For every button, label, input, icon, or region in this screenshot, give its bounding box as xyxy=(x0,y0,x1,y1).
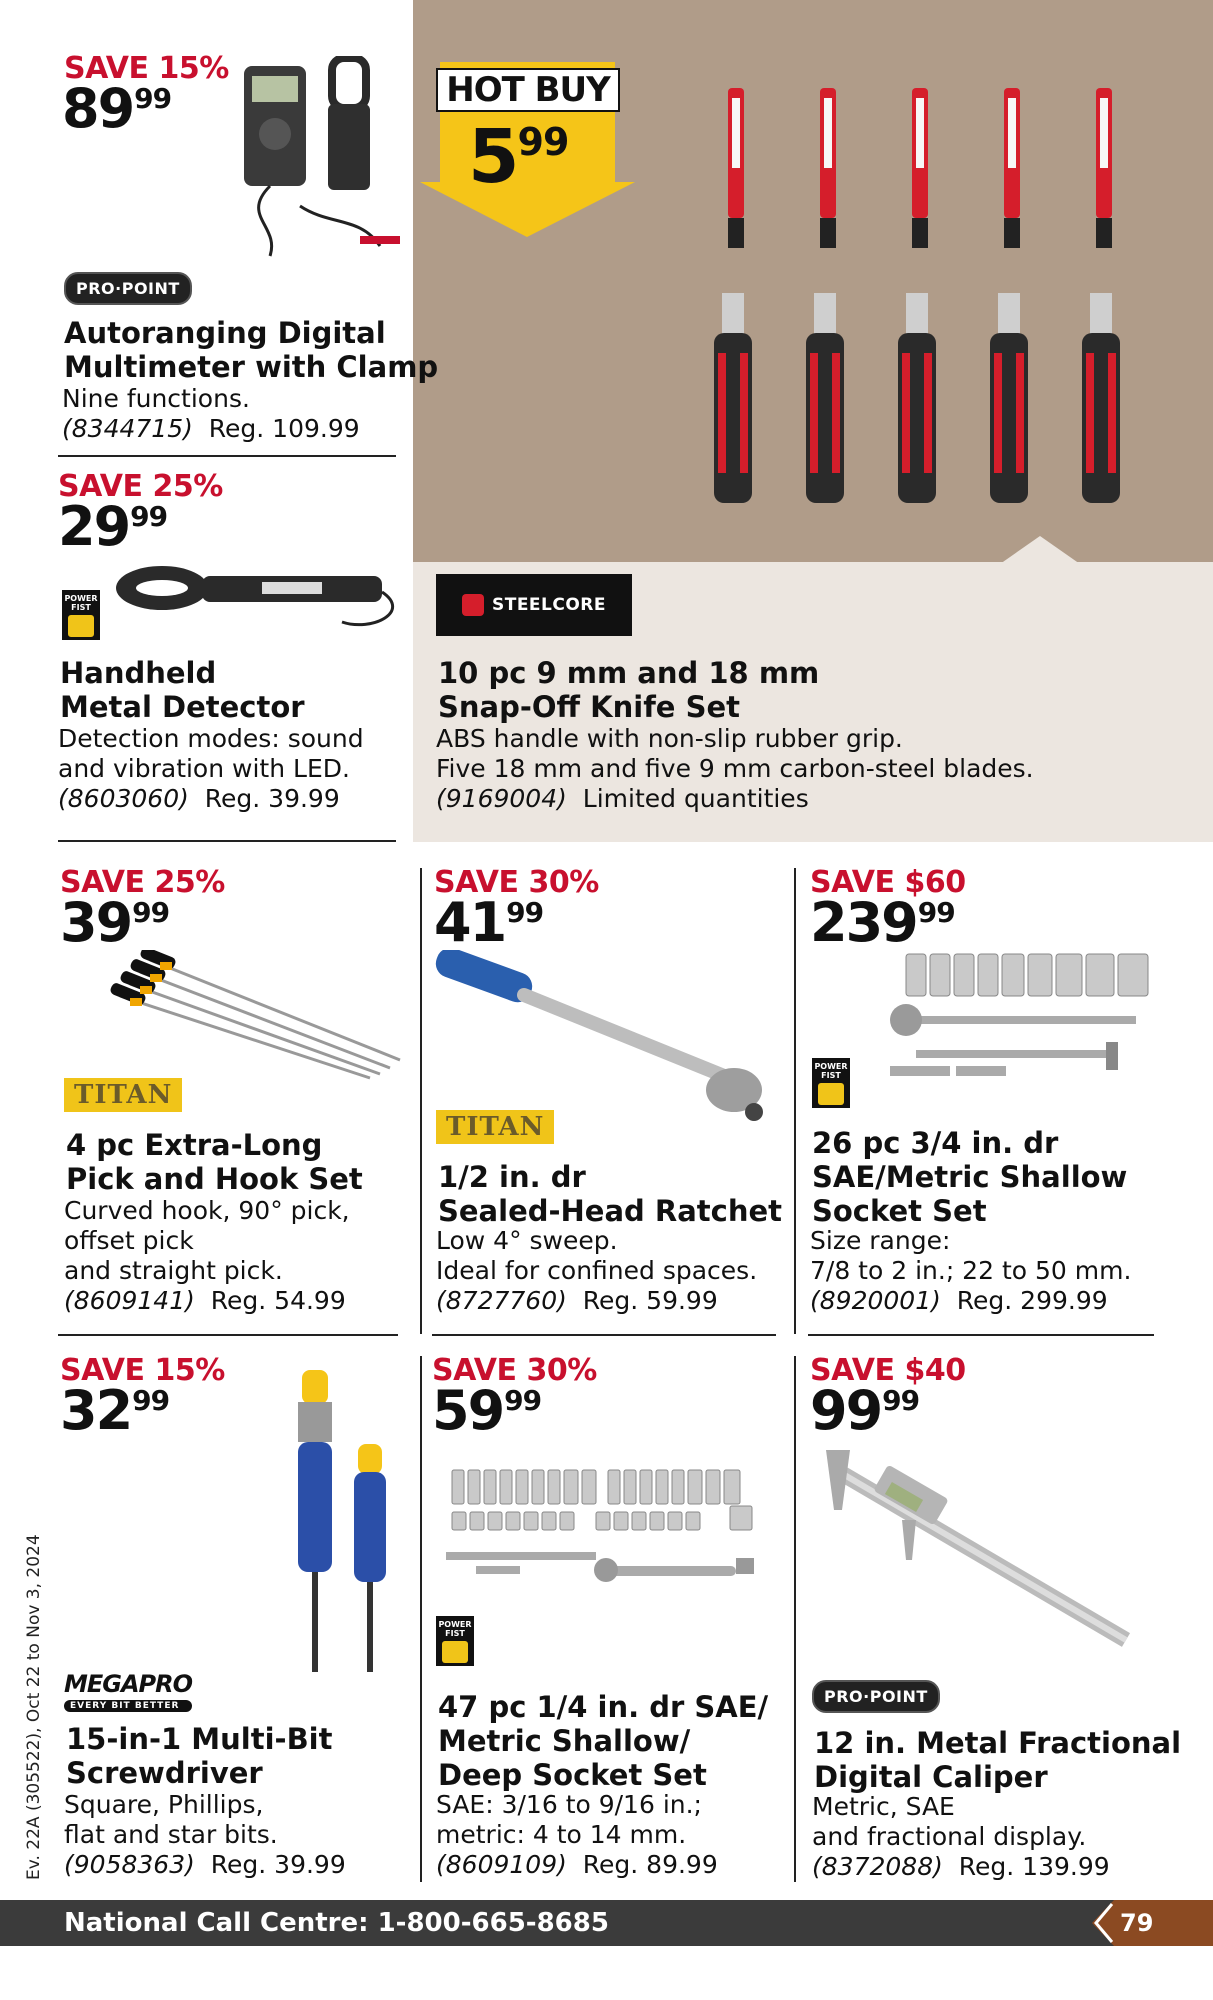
pick-hook-brand-logo: TITAN xyxy=(64,1078,182,1112)
hot-buy-price: $5^{99}$ xyxy=(468,114,569,200)
column-divider xyxy=(794,868,796,1334)
power-fist-logo xyxy=(812,1058,850,1108)
screwdriver-description xyxy=(64,1790,346,1880)
divider xyxy=(808,1334,1154,1336)
caliper-description xyxy=(812,1792,1110,1882)
socket-26-title xyxy=(812,1126,1127,1228)
ratchet-reg: Reg. 59.99 xyxy=(582,1286,718,1315)
screwdriver-title-line2: Screwdriver xyxy=(66,1756,263,1790)
socket-26-save: SAVE $60 xyxy=(810,865,966,900)
megapro-tagline: EVERY BIT BETTER xyxy=(64,1700,192,1712)
ratchet-title xyxy=(438,1160,782,1228)
screwdriver-desc-line1: Square, Phillips, xyxy=(64,1790,264,1819)
socket-47-reg: Reg. 89.99 xyxy=(582,1850,718,1879)
hot-buy-badge xyxy=(420,62,635,237)
socket-47-sku: (8609109) xyxy=(436,1850,567,1879)
hot-buy-sku-line xyxy=(436,784,1034,814)
ratchet-desc-line1: Low 4° sweep. xyxy=(436,1226,618,1255)
screwdriver-desc-line2: flat and star bits. xyxy=(64,1820,278,1849)
knife-set-image xyxy=(690,88,1150,508)
caliper-sku-line xyxy=(812,1852,1110,1882)
caliper-image xyxy=(816,1450,1136,1650)
metal-detector-sku-line xyxy=(58,784,364,814)
steelcore-label: STEELCORE xyxy=(491,595,607,615)
metal-detector-desc-line2: and vibration with LED. xyxy=(58,754,350,783)
caliper-price: $99^{99}$ xyxy=(810,1379,920,1442)
caliper-title-line1: 12 in. Metal Fractional xyxy=(814,1726,1182,1760)
hot-buy-description xyxy=(436,724,1034,814)
divider xyxy=(58,1334,398,1336)
pick-hook-sku-line xyxy=(64,1286,350,1316)
metal-detector-title-line1: Handheld xyxy=(60,656,217,690)
ratchet-sku: (8727760) xyxy=(436,1286,567,1315)
multimeter-image xyxy=(240,56,410,266)
pick-hook-title xyxy=(66,1128,363,1196)
socket-26-title-line1: 26 pc 3/4 in. dr xyxy=(812,1126,1059,1160)
screwdriver-brand-logo xyxy=(64,1670,192,1712)
metal-detector-image xyxy=(112,562,402,642)
multimeter-reg: Reg. 109.99 xyxy=(208,414,360,443)
multimeter-brand-logo: PRO·POINT xyxy=(64,272,192,305)
socket-47-sku-line xyxy=(436,1850,718,1880)
power-fist-label-bottom: FIST xyxy=(821,1071,841,1080)
small-knife-row xyxy=(728,88,1112,248)
metal-detector-title xyxy=(60,656,305,724)
socket-26-description xyxy=(810,1226,1131,1316)
caliper-brand-logo: PRO·POINT xyxy=(812,1680,940,1713)
ratchet-title-line1: 1/2 in. dr xyxy=(438,1160,586,1194)
socket-47-title xyxy=(438,1690,768,1792)
socket-47-title-line2: Metric Shallow/ xyxy=(438,1724,691,1758)
screwdriver-title xyxy=(66,1722,332,1790)
socket-47-title-line3: Deep Socket Set xyxy=(438,1758,707,1792)
hot-buy-sku: (9169004) xyxy=(436,784,567,813)
pick-hook-sku: (8609141) xyxy=(64,1286,195,1315)
screwdriver-title-line1: 15-in-1 Multi-Bit xyxy=(66,1722,333,1756)
screwdriver-image xyxy=(290,1366,410,1676)
pick-hook-price: $39^{99}$ xyxy=(60,891,170,954)
caliper-reg: Reg. 139.99 xyxy=(958,1852,1110,1881)
column-divider xyxy=(420,868,422,1334)
socket-26-desc-line1: Size range: xyxy=(810,1226,951,1255)
metal-detector-desc-line1: Detection modes: sound xyxy=(58,724,364,753)
power-fist-label-top: POWER xyxy=(64,594,98,603)
multimeter-sku-line xyxy=(62,414,360,444)
ratchet-description xyxy=(436,1226,757,1316)
pick-hook-desc-line3: and straight pick. xyxy=(64,1256,283,1285)
pick-hook-desc-line1: Curved hook, 90° pick, xyxy=(64,1196,350,1225)
socket-26-price: $239^{99}$ xyxy=(810,891,955,954)
pick-hook-title-line1: 4 pc Extra-Long xyxy=(66,1128,323,1162)
metal-detector-title-line2: Metal Detector xyxy=(60,690,305,724)
pick-hook-title-line2: Pick and Hook Set xyxy=(66,1162,363,1196)
footer-bar xyxy=(0,1900,1213,1946)
screwdriver-sku-line xyxy=(64,1850,346,1880)
socket-47-desc-line1: SAE: 3/16 to 9/16 in.; xyxy=(436,1790,702,1819)
hot-buy-label: HOT BUY xyxy=(436,68,620,112)
column-divider xyxy=(794,1356,796,1882)
page-number: 79 xyxy=(1120,1909,1154,1937)
caliper-sku: (8372088) xyxy=(812,1852,943,1881)
ratchet-price: $41^{99}$ xyxy=(434,891,544,954)
divider xyxy=(432,1334,776,1336)
power-fist-label-bottom: FIST xyxy=(445,1629,465,1638)
power-fist-logo xyxy=(436,1616,474,1666)
socket-26-reg: Reg. 299.99 xyxy=(956,1286,1108,1315)
multimeter-title-line2: Multimeter with Clamp xyxy=(64,350,439,384)
caliper-save: SAVE $40 xyxy=(810,1353,966,1388)
metal-detector-save: SAVE 25% xyxy=(58,469,223,504)
call-centre-text: National Call Centre: 1-800-665-8685 xyxy=(64,1908,609,1938)
hot-buy-title-line2: Snap-Off Knife Set xyxy=(438,690,740,724)
ratchet-title-line2: Sealed-Head Ratchet xyxy=(438,1194,783,1228)
socket-26-sku-line xyxy=(810,1286,1131,1316)
caliper-desc-line1: Metric, SAE xyxy=(812,1792,955,1821)
fist-icon xyxy=(68,615,94,637)
socket-26-desc-line2: 7/8 to 2 in.; 22 to 50 mm. xyxy=(810,1256,1132,1285)
socket-47-description xyxy=(436,1790,718,1880)
multimeter-title-line1: Autoranging Digital xyxy=(64,316,386,350)
steelcore-s-icon xyxy=(462,594,484,616)
hot-buy-desc-line2: Five 18 mm and five 9 mm carbon-steel blades. xyxy=(436,754,1034,783)
fist-icon xyxy=(442,1641,468,1663)
socket-26-title-line2: SAE/Metric Shallow xyxy=(812,1160,1128,1194)
fist-icon xyxy=(818,1083,844,1105)
socket-26-image xyxy=(876,950,1156,1090)
steelcore-logo xyxy=(436,574,632,636)
hot-buy-title xyxy=(438,656,819,724)
ratchet-desc-line2: Ideal for confined spaces. xyxy=(436,1256,758,1285)
multimeter-save: SAVE 15% xyxy=(64,51,229,86)
screwdriver-price: $32^{99}$ xyxy=(60,1379,170,1442)
screwdriver-reg: Reg. 39.99 xyxy=(210,1850,346,1879)
pick-hook-save: SAVE 25% xyxy=(60,865,225,900)
power-fist-label-top: POWER xyxy=(438,1620,472,1629)
caliper-title xyxy=(814,1726,1181,1794)
power-fist-label-top: POWER xyxy=(814,1062,848,1071)
socket-26-title-line3: Socket Set xyxy=(812,1194,987,1228)
multimeter-price: $89^{99}$ xyxy=(62,77,172,140)
pick-hook-description xyxy=(64,1196,350,1316)
caliper-title-line2: Digital Caliper xyxy=(814,1760,1048,1794)
hot-buy-title-line1: 10 pc 9 mm and 18 mm xyxy=(438,656,820,690)
large-knife-row xyxy=(714,293,1120,503)
metal-detector-reg: Reg. 39.99 xyxy=(204,784,340,813)
hot-buy-desc-line1: ABS handle with non-slip rubber grip. xyxy=(436,724,903,753)
flyer-event-code: Ev. 22A (305522), Oct 22 to Nov 3, 2024 xyxy=(24,1534,44,1880)
socket-47-title-line1: 47 pc 1/4 in. dr SAE/ xyxy=(438,1690,769,1724)
socket-47-desc-line2: metric: 4 to 14 mm. xyxy=(436,1820,687,1849)
pick-hook-desc-line2: offset pick xyxy=(64,1226,194,1255)
metal-detector-sku: (8603060) xyxy=(58,784,189,813)
socket-47-price: $59^{99}$ xyxy=(432,1379,542,1442)
divider xyxy=(58,840,396,842)
panel-notch xyxy=(1000,536,1080,564)
screwdriver-save: SAVE 15% xyxy=(60,1353,225,1388)
multimeter-desc-line1: Nine functions. xyxy=(62,384,250,413)
ratchet-brand-logo: TITAN xyxy=(436,1110,554,1144)
hot-buy-note: Limited quantities xyxy=(582,784,809,813)
megapro-label: MEGAPRO xyxy=(64,1670,193,1698)
power-fist-logo xyxy=(62,590,100,640)
ratchet-image xyxy=(434,950,774,1130)
multimeter-sku: (8344715) xyxy=(62,414,193,443)
pick-hook-reg: Reg. 54.99 xyxy=(210,1286,346,1315)
power-fist-label-bottom: FIST xyxy=(71,603,91,612)
socket-47-image xyxy=(446,1466,776,1596)
socket-26-sku: (8920001) xyxy=(810,1286,941,1315)
metal-detector-description xyxy=(58,724,364,814)
caliper-desc-line2: and fractional display. xyxy=(812,1822,1087,1851)
metal-detector-price: $29^{99}$ xyxy=(58,495,168,558)
pick-hook-image xyxy=(110,950,410,1080)
screwdriver-sku: (9058363) xyxy=(64,1850,195,1879)
divider xyxy=(58,455,396,457)
page-tab xyxy=(1092,1900,1213,1946)
multimeter-description xyxy=(62,384,360,444)
ratchet-save: SAVE 30% xyxy=(434,865,599,900)
column-divider xyxy=(420,1356,422,1882)
multimeter-title xyxy=(64,316,438,384)
ratchet-sku-line xyxy=(436,1286,757,1316)
socket-47-save: SAVE 30% xyxy=(432,1353,597,1388)
